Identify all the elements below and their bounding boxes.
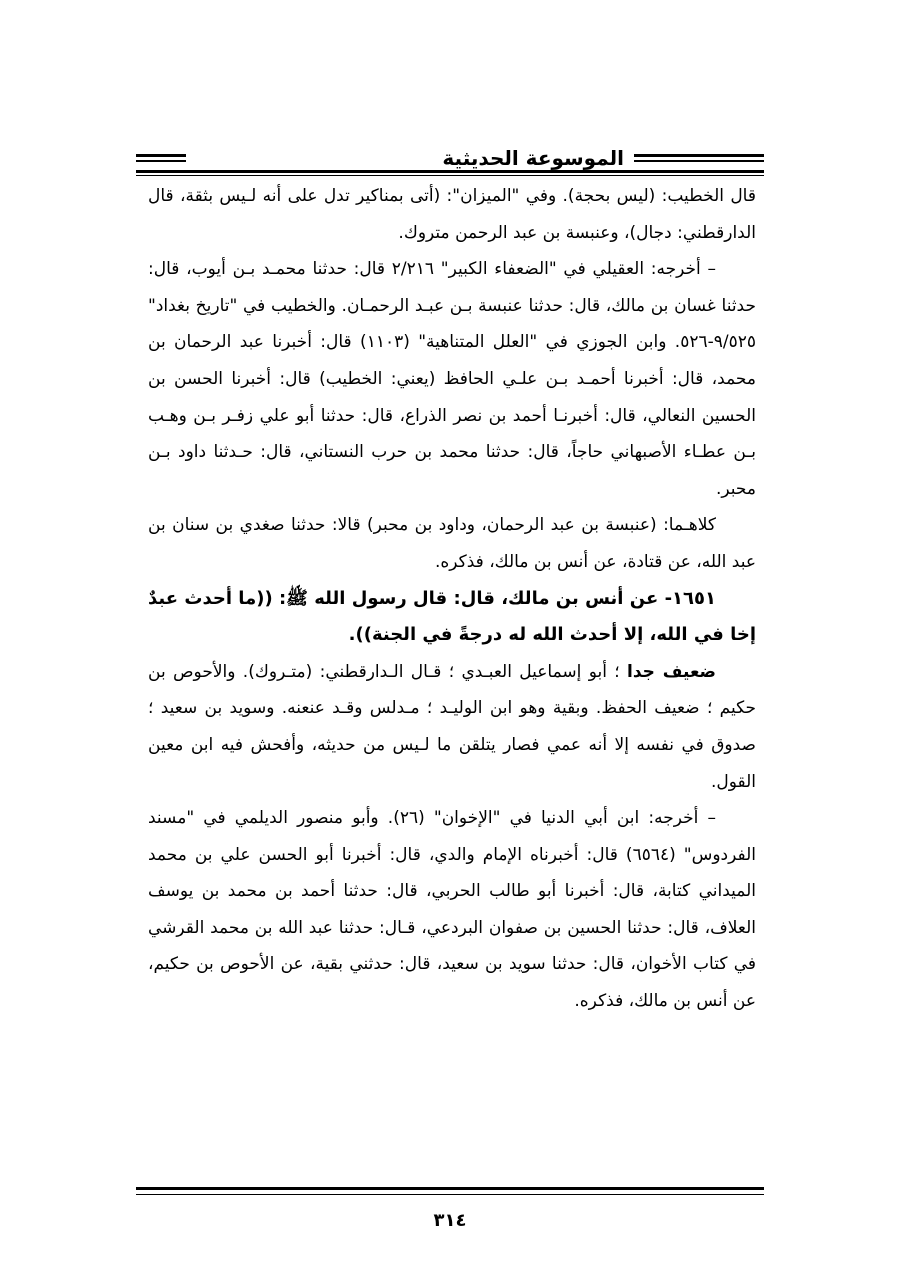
header-ornament-right <box>634 154 764 162</box>
paragraph-both-chains: كلاهـما: (عنبسة بن عبد الرحمان، وداود بن محبر) قالا: حدثنا صغدي بن سنان بن عبد الله، عن قتادة، عن أنس بن مالك، فذكره. <box>148 515 756 572</box>
paragraph-takhrij-2: – أخرجه: ابن أبي الدنيا في "الإخوان" (٢٦). وأبو منصور الديلمي في "مسند الفردوس" (٦٥٦٤) قال: أخبرناه الإمام والدي، قال: أخبرنا أبو الحسن علي بن محمد الميداني كتابة، قال: أخبرنا أبو طالب الحربي، قال: حدثنا أحمد بن محمد بن يوسف العلاف، قال: حدثنا الحسين بن صفوان البردعي، قـال: حدثنا عبد الله بن محمد القرشي في كتاب الأخوان، قال: حدثنا سويد بن سعيد، قال: حدثني بقية، عن الأحوص بن حكيم، عن أنس بن مالك، فذكره. <box>148 808 756 1012</box>
paragraph-takhrij-1: – أخرجه: العقيلي في "الضعفاء الكبير" ٢/٢١٦ قال: حدثنا محمـد بـن أيوب، قال: حدثنا غسان بن مالك، قال: حدثنا عنبسة بـن عبـد الرحمـان. والخطيب في "تاريخ بغداد" ٩/٥٢٥-٥٢٦. وابن الجوزي في "العلل المتناهية" (١١٠٣) قال: أخبرنا عبد الرحمان بن محمد، قال: أخبرنا أحمـد بـن علـي الحافظ (يعني: الخطيب) قال: أخبرنا الحسن بن الحسين النعالي، قال: أخبرنـا أحمد بن نصر الذراع، قال: حدثنا أبو علي زفـر بـن وهـب بـن عطـاء الأصبهاني حاجاً، قال: حدثنا محمد بن حرب النستاني، قال: حـدثنا داود بـن محبر. <box>148 259 756 499</box>
grading-details: ؛ أبو إسماعيل العبـدي ؛ قـال الـدارقطني: (متـروك). والأحوص بن حكيم ؛ ضعيف الحفظ. وبقية وهو ابن الوليـد ؛ مـدلس وقـد عنعنه. وسويد بن سعيد ؛ صدوق في نفسه إلا أنه عمي فصار يتلقن ما لـيس من حديثه، وأفحش فيه ابن معين القول. <box>148 661 756 792</box>
footer-rule-thick <box>136 1187 764 1190</box>
main-text <box>148 178 756 1020</box>
paragraph-narrator-notes: قال الخطيب: (ليس بحجة). وفي "الميزان": (أتى بمناكير تدل على أنه لـيس بثقة، قال الدارقطني: دجال)، وعنبسة بن عبد الرحمن متروك. <box>148 186 756 243</box>
hadith-text: ١٦٥١- عن أنس بن مالك، قال: قال رسول الله ﷺ: ((ما أحدث عبدٌ إخا في الله، إلا أحدث الله له درجةً في الجنة)). <box>148 587 756 646</box>
header-rule-thin <box>136 175 764 176</box>
header-ornament-left <box>136 154 186 162</box>
header-rule-thick <box>136 170 764 173</box>
header-title: الموسوعة الحديثية <box>442 146 624 170</box>
footer-rule-thin <box>136 1194 764 1195</box>
page-number: ٣١٤ <box>433 1210 467 1231</box>
paragraph-grading <box>148 654 756 800</box>
grading-label: ضعيف جدا <box>627 661 716 682</box>
running-header <box>136 140 764 180</box>
